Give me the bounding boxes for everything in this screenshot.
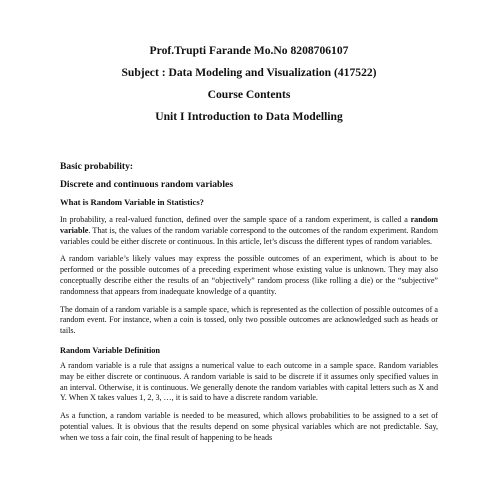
paragraph-domain: The domain of a random variable is a sample space, which is represented as the collection of possible outcomes of a random event. For instance, when a coin is tossed, only two possible outcomes are acknowledged such as heads or tails. (60, 304, 438, 336)
paragraph-intro-start: In probability, a real-valued function, defined over the sample space of a random experiment, is called a (60, 215, 411, 224)
document-header (60, 40, 438, 128)
random-variable-term: random variable (60, 215, 438, 235)
paragraph-likely-values: A random variable’s likely values may express the possible outcomes of an experiment, which is about to be performed or the possible outcomes of a preceding experiment whose existing value is unknown. They may also conceptually describe either the results of an “objectively” random process (like rolling a die) or the “subjective” randomness that appears from inadequate knowledge of a quantity. (60, 254, 438, 296)
paragraph-definition: A random variable is a rule that assigns a numerical value to each outcome in a sample space. Random variables may be either discrete or continuous. A random variable is said to be discrete if it assumes only specified values in an interval. Otherwise, it is continuous. We generally denote the random variables with capital letters such as X and Y. When X takes values 1, 2, 3, …, it is said to have a discrete random variable. (60, 360, 438, 403)
paragraph-function: As a function, a random variable is needed to be measured, which allows probabilities to be assigned to a set of potential values. It is obvious that the results depend on some physical variables which are not predictable. Say, when we toss a fair coin, the final result of happening to be heads (60, 411, 438, 442)
discrete-continuous-heading: Discrete and continuous random variables (60, 179, 234, 190)
what-is-random-variable-heading: What is Random Variable in Statistics? (60, 197, 204, 207)
paragraph-intro (60, 215, 438, 247)
course-contents-heading: Course Contents (207, 88, 291, 101)
paragraph-intro-end: . That is, the values of the random variable correspond to the outcomes of the random experiment. Random variables could be either discrete or continuous. In this article, let’s discuss the different types of random variables. (60, 225, 438, 246)
author-contact-line: Prof.Trupti Farande Mo.No 8208706107 (149, 44, 349, 57)
unit-title: Unit I Introduction to Data Modelling (155, 110, 343, 123)
subject-line: Subject : Data Modeling and Visualization (417522) (121, 66, 377, 79)
random-variable-definition-heading: Random Variable Definition (60, 345, 161, 355)
basic-probability-heading: Basic probability: (60, 161, 134, 172)
